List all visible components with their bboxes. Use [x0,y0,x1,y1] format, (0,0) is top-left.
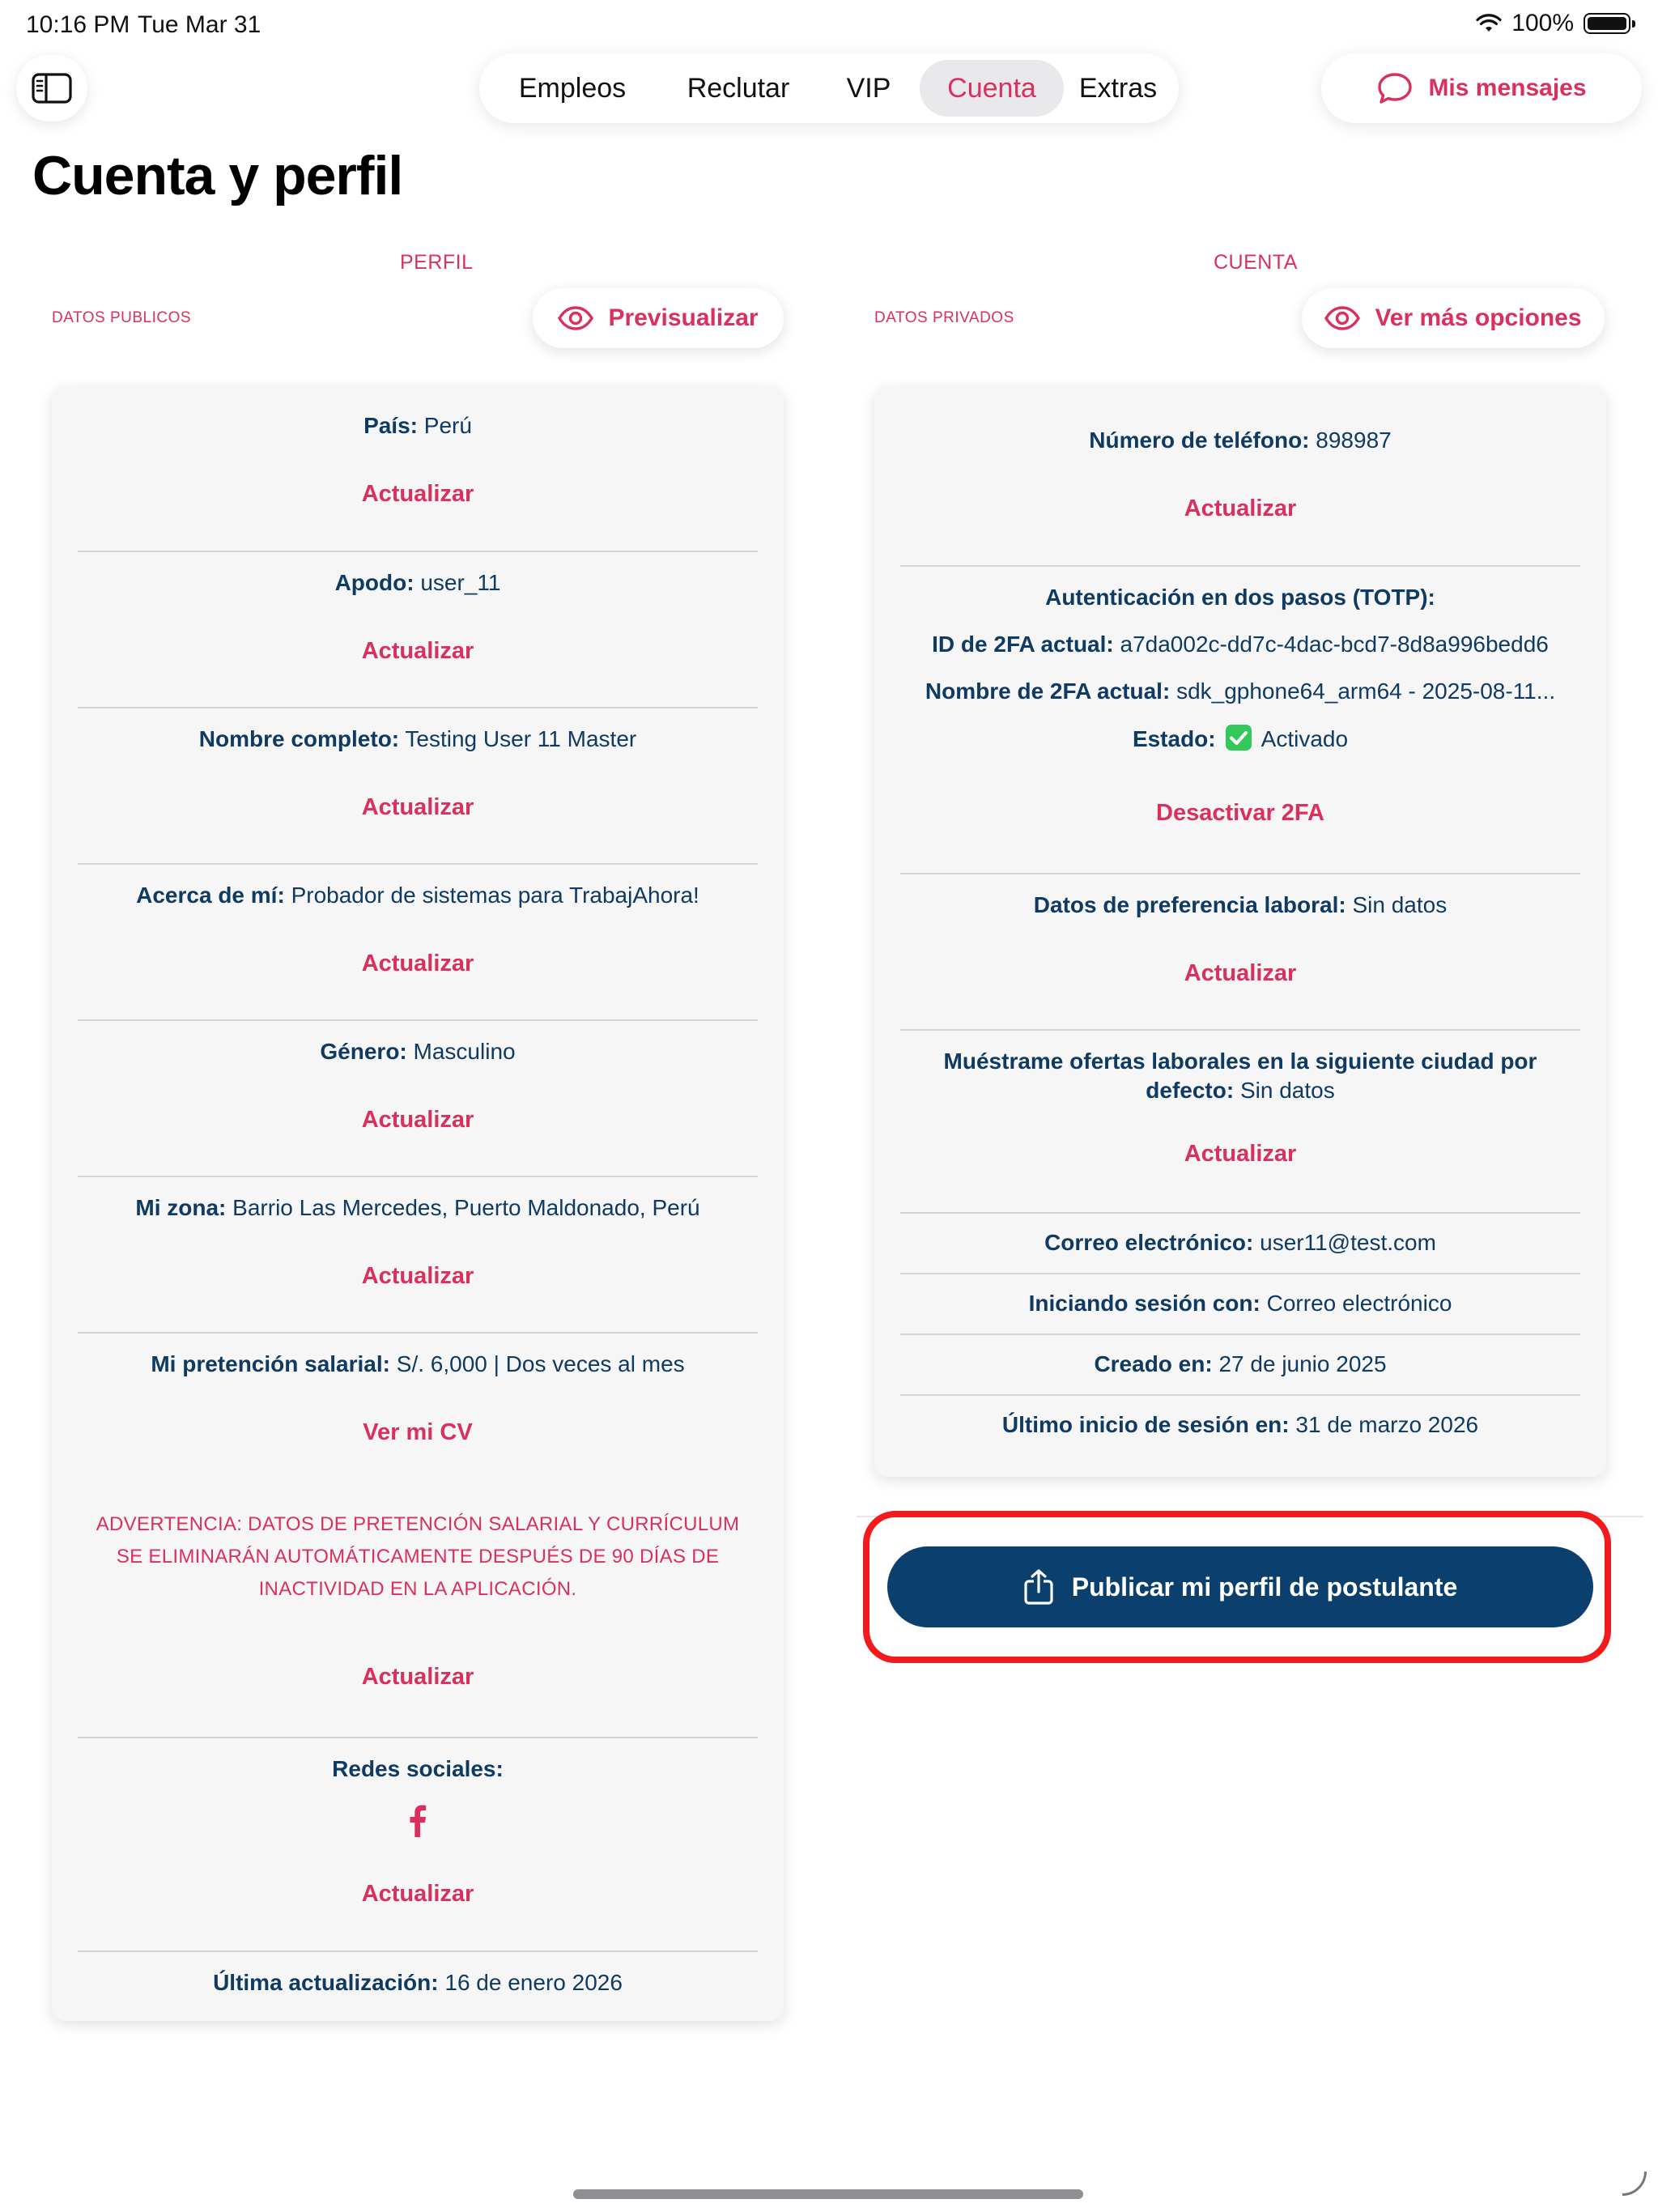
tab-cuenta[interactable]: Cuenta [920,60,1064,117]
page-title: Cuenta y perfil [32,145,403,206]
field-pais: País: Perú [363,413,472,438]
update-preferencia-button[interactable]: Actualizar [1184,960,1297,986]
field-redes-sociales: Redes sociales: [332,1756,504,1781]
field-iniciando-sesion: Iniciando sesión con: Correo electrónico [1028,1291,1452,1316]
field-row-creado [900,1335,1580,1396]
field-2fa-id: ID de 2FA actual: a7da002c-dd7c-4dac-bcd7-8d8a996bedd6 [932,632,1549,657]
tab-vip[interactable]: VIP [846,72,891,104]
disable-2fa-button[interactable]: Desactivar 2FA [1156,800,1324,826]
field-correo: Correo electrónico: user11@test.com [1044,1230,1436,1255]
battery-percent: 100% [1511,10,1574,36]
field-row-sesion [900,1274,1580,1335]
more-options-label: Ver más opciones [1375,304,1582,331]
field-ultimo-inicio: Último inicio de sesión en: 31 de marzo 2026 [1001,1412,1479,1437]
preview-button[interactable] [533,288,784,348]
field-pretencion-salarial: Mi pretención salarial: S/. 6,000 | Dos veces al mes [151,1351,685,1376]
publish-profile-label: Publicar mi perfil de postulante [1071,1572,1458,1602]
corner-resize-handle [1622,2172,1647,2196]
update-apodo-button[interactable]: Actualizar [361,638,474,664]
field-row-ultima-actualizacion [78,1952,758,2021]
view-cv-button[interactable]: Ver mi CV [363,1419,473,1445]
cuenta-section-title: CUENTA [1214,251,1298,274]
eye-icon [1324,306,1360,330]
perfil-section-title: PERFIL [400,251,474,274]
battery-icon [1584,13,1630,34]
chat-bubble-icon [1376,71,1414,105]
perfil-card [52,387,784,2021]
sidebar-icon [31,72,73,104]
field-row-zona [78,1177,758,1334]
update-telefono-button[interactable]: Actualizar [1184,496,1297,521]
wifi-icon [1476,14,1502,33]
eye-icon [558,306,593,330]
field-row-ultimo-inicio [900,1396,1580,1477]
sidebar-toggle-button[interactable] [16,55,87,121]
perfil-subsection-title: DATOS PUBLICOS [52,309,192,326]
inactivity-warning: ADVERTENCIA: DATOS DE PRETENCIÓN SALARIAL Y CURRÍCULUM SE ELIMINARÁN AUTOMÁTICAMENTE DESPUÉS DE 90 DÍAS DE INACTIVIDAD EN LA APLICACIÓN. [96,1513,740,1600]
update-redes-button[interactable]: Actualizar [361,1881,474,1907]
field-2fa-estado: Estado: Activado [900,724,1580,754]
field-2fa-title: Autenticación en dos pasos (TOTP): [1045,585,1435,610]
field-2fa-name: Nombre de 2FA actual: sdk_gphone64_arm64 - 2025-08-11... [925,678,1556,704]
status-date: Tue Mar 31 [138,11,261,38]
status-bar [0,0,1658,52]
more-options-button[interactable] [1302,288,1605,348]
messages-label: Mis mensajes [1428,74,1587,101]
cuenta-card [874,387,1606,1477]
top-nav [479,53,1179,123]
update-salario-button[interactable]: Actualizar [361,1664,474,1690]
messages-button[interactable] [1321,53,1642,123]
field-ciudad-defecto: Muéstrame ofertas laborales en la siguiente ciudad por defecto: Sin datos [943,1049,1537,1103]
tab-extras[interactable]: Extras [1078,72,1158,104]
field-row-salario [78,1334,758,1738]
update-pais-button[interactable]: Actualizar [361,481,474,507]
field-row-nombre [78,708,758,865]
field-row-preferencia [900,874,1580,1031]
update-genero-button[interactable]: Actualizar [361,1107,474,1133]
field-mi-zona: Mi zona: Barrio Las Mercedes, Puerto Maldonado, Perú [135,1195,700,1220]
field-row-2fa [900,567,1580,874]
home-indicator[interactable] [573,2189,1083,2199]
share-icon [1023,1568,1054,1606]
update-zona-button[interactable]: Actualizar [361,1263,474,1289]
cuenta-subsection-title: DATOS PRIVADOS [874,309,1014,326]
checkmark-icon [1225,724,1252,751]
status-time: 10:16 PM [26,11,130,38]
field-nombre-completo: Nombre completo: Testing User 11 Master [198,726,637,751]
field-telefono: Número de teléfono: 898987 [1089,428,1392,453]
publish-profile-button[interactable] [887,1546,1593,1627]
field-preferencia-laboral: Datos de preferencia laboral: Sin datos [1033,892,1448,917]
field-apodo: Apodo: user_11 [334,570,501,595]
field-row-apodo [78,552,758,708]
update-acerca-button[interactable]: Actualizar [361,951,474,976]
field-row-acerca [78,865,758,1021]
field-genero: Género: Masculino [320,1039,516,1064]
update-nombre-button[interactable]: Actualizar [361,794,474,820]
field-row-ciudad [900,1031,1580,1214]
field-row-telefono [900,387,1580,567]
field-row-redes [78,1738,758,1952]
field-acerca-de-mi: Acerca de mí: Probador de sistemas para TrabajAhora! [136,883,699,908]
tab-reclutar[interactable]: Reclutar [687,72,790,104]
update-ciudad-button[interactable]: Actualizar [1184,1141,1297,1167]
field-ultima-actualizacion: Última actualización: 16 de enero 2026 [213,1970,623,1995]
preview-label: Previsualizar [608,304,759,331]
field-row-pais [78,387,758,552]
field-creado: Creado en: 27 de junio 2025 [1094,1351,1387,1376]
tab-empleos[interactable]: Empleos [518,72,627,104]
facebook-icon[interactable] [409,1805,427,1837]
status-indicators [1476,10,1630,37]
field-row-correo [900,1214,1580,1274]
field-row-genero [78,1021,758,1177]
